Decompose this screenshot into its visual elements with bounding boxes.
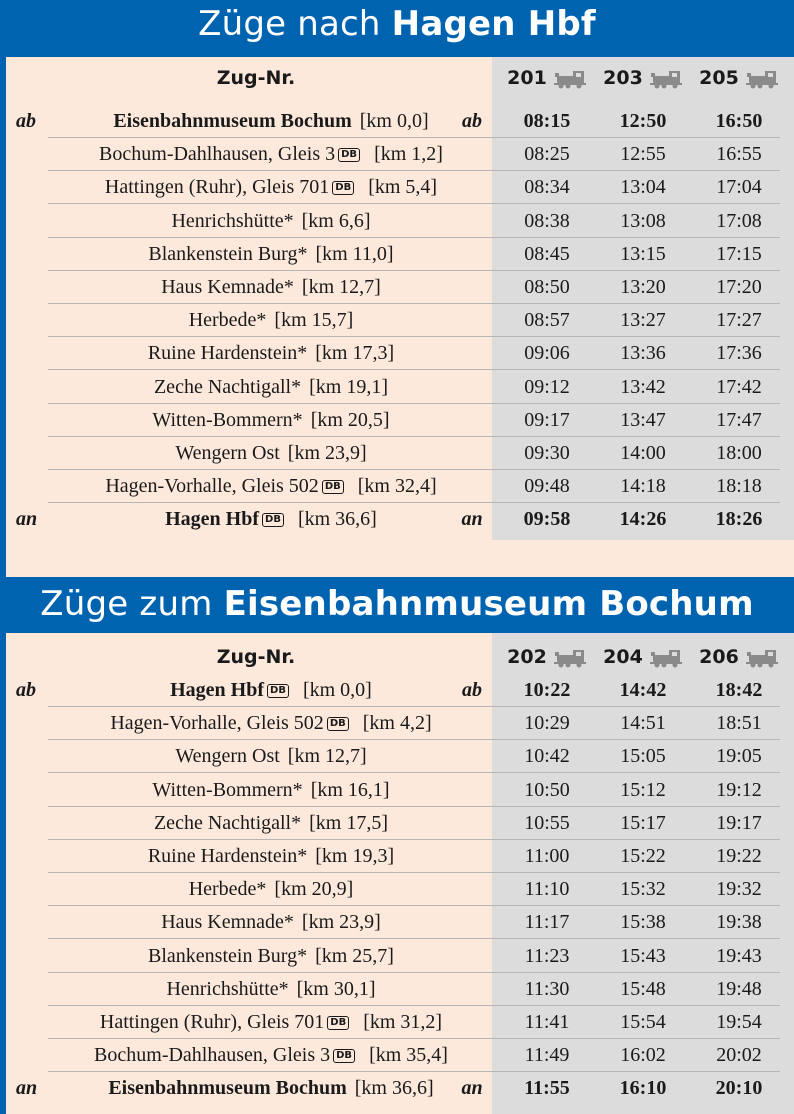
- time-cell: 08:50: [524, 276, 570, 298]
- time-cell: 10:55: [524, 811, 570, 834]
- departure-arrival-marker-right: an: [461, 1077, 483, 1100]
- time-cell: 13:04: [620, 176, 666, 199]
- departure-arrival-marker-left: [16, 337, 50, 370]
- departure-arrival-marker-left: [16, 873, 50, 906]
- table-row: [6, 674, 794, 707]
- time-cell: 11:23: [524, 944, 570, 967]
- station-cell: [46, 437, 496, 470]
- time-cell: 16:10: [619, 1077, 667, 1100]
- station-cell: [46, 1072, 496, 1105]
- station-km: [km 32,4]: [357, 475, 437, 498]
- station-km: [km 35,4]: [369, 1044, 448, 1067]
- station-km: [km 17,5]: [309, 811, 389, 834]
- time-cell: 19:54: [716, 1011, 762, 1033]
- departure-arrival-marker-right: [450, 470, 494, 503]
- table-row: [6, 807, 794, 840]
- departure-arrival-marker-right: [450, 404, 494, 437]
- departure-arrival-marker-left: [16, 740, 50, 773]
- departure-arrival-marker-left: [16, 840, 50, 873]
- time-cell: 17:47: [716, 408, 762, 431]
- time-cell: 17:27: [716, 309, 762, 332]
- time-cell: 08:57: [524, 309, 570, 332]
- time-cell: 12:55: [620, 143, 666, 166]
- time-cell: 17:04: [716, 176, 762, 199]
- steam-locomotive-icon: [745, 69, 779, 89]
- station-name: Witten-Bommern*: [152, 778, 303, 801]
- time-cell: 19:48: [716, 977, 762, 1000]
- db-logo-icon: DB: [333, 1049, 355, 1063]
- time-cell: 11:49: [524, 1044, 570, 1067]
- station-cell: [46, 404, 496, 437]
- time-cell: 15:38: [620, 911, 666, 934]
- station-cell: [46, 503, 496, 536]
- table-row: [6, 906, 794, 939]
- station-km: [km 4,2]: [362, 712, 432, 735]
- station-name: Eisenbahnmuseum Bochum: [113, 110, 352, 132]
- db-logo-icon: DB: [332, 181, 354, 195]
- departure-arrival-marker-right: [450, 205, 494, 238]
- table-row: [6, 470, 794, 503]
- time-cell: 15:43: [620, 944, 666, 967]
- station-name: Haus Kemnade*: [161, 276, 294, 298]
- departure-arrival-marker-right: ab: [462, 110, 482, 132]
- departure-arrival-marker-right: [450, 906, 494, 939]
- departure-arrival-marker-left: [16, 304, 50, 337]
- steam-locomotive-icon: [745, 648, 779, 668]
- train-number: 202: [507, 646, 547, 668]
- time-cell: 10:42: [524, 745, 570, 768]
- time-cell: 11:30: [524, 977, 570, 1000]
- table-row: [6, 205, 794, 238]
- station-name: Blankenstein Burg*: [148, 944, 308, 967]
- db-logo-icon: DB: [262, 513, 284, 527]
- section-title-prefix: Züge zum: [40, 584, 224, 624]
- table-row: [6, 1039, 794, 1072]
- time-cell: 09:12: [524, 375, 570, 398]
- table-row: [6, 1072, 794, 1105]
- departure-arrival-marker-left: [16, 404, 50, 437]
- time-cell: 15:05: [620, 745, 666, 768]
- station-name: Eisenbahnmuseum Bochum: [108, 1077, 347, 1100]
- steam-locomotive-icon: [649, 648, 683, 668]
- station-cell: [46, 807, 496, 840]
- time-cell: 18:51: [716, 712, 762, 735]
- station-cell: [46, 105, 496, 138]
- header-row: [6, 62, 794, 95]
- departure-arrival-marker-right: ab: [462, 679, 482, 701]
- station-name: Zeche Nachtigall*: [153, 811, 302, 834]
- time-cell: 14:26: [619, 508, 667, 531]
- time-cell: 13:42: [620, 375, 666, 398]
- station-name: Hattingen (Ruhr), Gleis 701: [99, 1011, 325, 1033]
- departure-arrival-marker-left: ab: [16, 679, 36, 701]
- departure-arrival-marker-right: [450, 707, 494, 740]
- station-km: [km 1,2]: [374, 143, 443, 166]
- station-km: [km 0,0]: [359, 110, 429, 132]
- station-name: Hagen Hbf: [170, 679, 265, 701]
- time-cell: 13:08: [620, 209, 666, 232]
- time-cell: 11:17: [524, 911, 570, 934]
- departure-arrival-marker-left: [16, 238, 50, 271]
- station-cell: [46, 337, 496, 370]
- departure-arrival-marker-right: [450, 138, 494, 171]
- time-cell: 19:05: [716, 745, 762, 768]
- station-cell: [46, 906, 496, 939]
- station-cell: [46, 940, 496, 973]
- station-cell: [46, 674, 496, 707]
- departure-arrival-marker-right: [450, 973, 494, 1006]
- departure-arrival-marker-left: [16, 906, 50, 939]
- departure-arrival-marker-left: [16, 138, 50, 171]
- station-km: [km 19,3]: [315, 845, 395, 867]
- time-cell: 09:06: [524, 342, 570, 365]
- time-cell: 11:00: [524, 845, 570, 867]
- station-name: Bochum-Dahlhausen, Gleis 3: [99, 143, 336, 166]
- departure-arrival-marker-right: [450, 371, 494, 404]
- station-km: [km 0,0]: [302, 679, 372, 701]
- departure-arrival-marker-left: [16, 1006, 50, 1039]
- departure-arrival-marker-left: [16, 973, 50, 1006]
- time-cell: 19:17: [716, 811, 762, 834]
- table-row: [6, 707, 794, 740]
- train-number-cell: [694, 641, 784, 674]
- section-title-destination: Hagen Hbf: [391, 4, 596, 44]
- time-cell: 15:48: [620, 977, 666, 1000]
- time-cell: 16:02: [620, 1044, 666, 1067]
- table-row: [6, 171, 794, 204]
- time-cell: 11:10: [524, 878, 570, 901]
- station-name: Herbede*: [188, 309, 267, 332]
- time-cell: 19:22: [716, 845, 762, 867]
- departure-arrival-marker-left: [16, 171, 50, 204]
- time-cell: 10:50: [524, 778, 570, 801]
- train-number: 205: [699, 67, 739, 89]
- time-cell: 14:18: [620, 475, 666, 498]
- section-title: [0, 580, 794, 628]
- station-km: [km 19,1]: [309, 375, 389, 398]
- time-cell: 09:48: [524, 475, 570, 498]
- station-name: Bochum-Dahlhausen, Gleis 3: [94, 1044, 331, 1067]
- departure-arrival-marker-right: [450, 171, 494, 204]
- time-cell: 09:30: [524, 442, 570, 464]
- timetable-panel: [6, 57, 794, 577]
- train-number-label: Zug-Nr.: [216, 67, 296, 89]
- station-cell: [46, 774, 496, 807]
- station-name: Herbede*: [188, 878, 267, 901]
- table-row: [6, 973, 794, 1006]
- table-row: [6, 873, 794, 906]
- time-cell: 15:12: [620, 778, 666, 801]
- departure-arrival-marker-right: [450, 1006, 494, 1039]
- time-cell: 18:00: [716, 442, 762, 464]
- time-cell: 13:36: [620, 342, 666, 365]
- station-name: Hagen-Vorhalle, Gleis 502: [110, 712, 324, 735]
- time-cell: 13:15: [620, 242, 666, 265]
- table-row: [6, 138, 794, 171]
- departure-arrival-marker-left: [16, 271, 50, 304]
- station-name: Wengern Ost: [175, 442, 280, 464]
- timetable-panel: [6, 633, 794, 1114]
- header-row: [6, 641, 794, 674]
- db-logo-icon: DB: [327, 717, 349, 731]
- station-km: [km 12,7]: [287, 745, 367, 768]
- departure-arrival-marker-left: [16, 205, 50, 238]
- station-km: [km 20,5]: [310, 408, 390, 431]
- departure-arrival-marker-right: an: [461, 508, 483, 531]
- table-row: [6, 1006, 794, 1039]
- departure-arrival-marker-right: [450, 774, 494, 807]
- time-cell: 13:47: [620, 408, 666, 431]
- table-row: [6, 337, 794, 370]
- time-cell: 08:15: [523, 110, 571, 132]
- time-cell: 18:18: [716, 475, 762, 498]
- station-cell: [46, 371, 496, 404]
- departure-arrival-marker-left: an: [16, 1077, 38, 1100]
- departure-arrival-marker-left: [16, 1039, 50, 1072]
- time-cell: 08:25: [524, 143, 570, 166]
- departure-arrival-marker-right: [450, 807, 494, 840]
- time-cell: 17:36: [716, 342, 762, 365]
- time-cell: 15:54: [620, 1011, 666, 1033]
- train-number: 206: [699, 646, 739, 668]
- steam-locomotive-icon: [649, 69, 683, 89]
- departure-arrival-marker-left: [16, 470, 50, 503]
- station-cell: [46, 304, 496, 337]
- station-km: [km 31,2]: [363, 1011, 443, 1033]
- station-km: [km 11,0]: [315, 242, 394, 265]
- station-km: [km 23,9]: [301, 911, 381, 934]
- station-name: Henrichshütte*: [171, 209, 294, 232]
- table-row: [6, 238, 794, 271]
- time-cell: 11:41: [524, 1011, 570, 1033]
- station-km: [km 36,6]: [354, 1077, 434, 1100]
- time-cell: 15:32: [620, 878, 666, 901]
- time-cell: 17:20: [716, 276, 762, 298]
- time-cell: 13:20: [620, 276, 666, 298]
- table-row: [6, 437, 794, 470]
- station-km: [km 17,3]: [315, 342, 395, 365]
- db-logo-icon: DB: [267, 684, 289, 698]
- station-cell: [46, 973, 496, 1006]
- station-km: [km 36,6]: [297, 508, 377, 531]
- station-km: [km 23,9]: [287, 442, 367, 464]
- time-cell: 19:38: [716, 911, 762, 934]
- station-name: Wengern Ost: [175, 745, 280, 768]
- station-km: [km 15,7]: [274, 309, 354, 332]
- time-cell: 13:27: [620, 309, 666, 332]
- train-number-cell: [694, 62, 784, 95]
- station-km: [km 12,7]: [301, 276, 381, 298]
- departure-arrival-marker-left: an: [16, 508, 38, 531]
- station-name: Hagen Hbf: [165, 508, 260, 531]
- time-cell: 08:34: [524, 176, 570, 199]
- section-title-prefix: Züge nach: [198, 4, 392, 44]
- departure-arrival-marker-right: [450, 1039, 494, 1072]
- time-cell: 18:42: [715, 679, 763, 701]
- station-name: Ruine Hardenstein*: [147, 845, 308, 867]
- time-cell: 15:17: [620, 811, 666, 834]
- time-cell: 18:26: [715, 508, 763, 531]
- station-cell: [46, 873, 496, 906]
- station-name: Blankenstein Burg*: [148, 242, 308, 265]
- table-row: [6, 371, 794, 404]
- time-cell: 08:45: [524, 242, 570, 265]
- station-cell: [46, 238, 496, 271]
- time-cell: 19:12: [716, 778, 762, 801]
- time-cell: 20:10: [715, 1077, 763, 1100]
- departure-arrival-marker-left: ab: [16, 110, 36, 132]
- steam-locomotive-icon: [553, 69, 587, 89]
- table-row: [6, 105, 794, 138]
- station-name: Henrichshütte*: [166, 977, 289, 1000]
- station-km: [km 25,7]: [315, 944, 394, 967]
- station-name: Witten-Bommern*: [152, 408, 303, 431]
- table-row: [6, 940, 794, 973]
- departure-arrival-marker-left: [16, 371, 50, 404]
- train-number: 201: [507, 67, 547, 89]
- table-row: [6, 503, 794, 536]
- time-cell: 14:00: [620, 442, 666, 464]
- station-cell: [46, 171, 496, 204]
- station-name: Hagen-Vorhalle, Gleis 502: [105, 475, 319, 498]
- station-cell: [46, 138, 496, 171]
- departure-arrival-marker-right: [450, 940, 494, 973]
- station-cell: [46, 470, 496, 503]
- time-cell: 12:50: [619, 110, 667, 132]
- table-row: [6, 271, 794, 304]
- train-number: 204: [603, 646, 643, 668]
- departure-arrival-marker-left: [16, 437, 50, 470]
- departure-arrival-marker-right: [450, 740, 494, 773]
- station-cell: [46, 840, 496, 873]
- departure-arrival-marker-left: [16, 774, 50, 807]
- departure-arrival-marker-right: [450, 271, 494, 304]
- departure-arrival-marker-right: [450, 238, 494, 271]
- section-title-destination: Eisenbahnmuseum Bochum: [223, 584, 754, 624]
- station-cell: [46, 1039, 496, 1072]
- station-km: [km 5,4]: [368, 176, 438, 199]
- station-cell: [46, 707, 496, 740]
- section-title: [0, 0, 794, 48]
- train-number-cell: [598, 62, 688, 95]
- station-km: [km 20,9]: [274, 878, 354, 901]
- table-row: [6, 740, 794, 773]
- station-cell: [46, 1006, 496, 1039]
- station-cell: [46, 740, 496, 773]
- departure-arrival-marker-left: [16, 940, 50, 973]
- train-number: 203: [603, 67, 643, 89]
- departure-arrival-marker-right: [450, 873, 494, 906]
- train-number-cell: [502, 62, 592, 95]
- time-cell: 08:38: [524, 209, 570, 232]
- train-number-cell: [598, 641, 688, 674]
- time-cell: 14:42: [619, 679, 667, 701]
- station-name: Hattingen (Ruhr), Gleis 701: [104, 176, 330, 199]
- table-row: [6, 840, 794, 873]
- train-number-cell: [502, 641, 592, 674]
- time-cell: 16:55: [716, 143, 762, 166]
- time-cell: 19:43: [716, 944, 762, 967]
- station-name: Haus Kemnade*: [161, 911, 294, 934]
- time-cell: 10:29: [524, 712, 570, 735]
- station-name: Zeche Nachtigall*: [153, 375, 302, 398]
- time-cell: 09:58: [523, 508, 571, 531]
- db-logo-icon: DB: [327, 1016, 349, 1030]
- station-km: [km 16,1]: [310, 778, 390, 801]
- table-row: [6, 774, 794, 807]
- time-cell: 17:42: [716, 375, 762, 398]
- time-cell: 11:55: [524, 1077, 570, 1100]
- time-cell: 10:22: [523, 679, 571, 701]
- steam-locomotive-icon: [553, 648, 587, 668]
- departure-arrival-marker-right: [450, 304, 494, 337]
- departure-arrival-marker-left: [16, 807, 50, 840]
- table-row: [6, 304, 794, 337]
- db-logo-icon: DB: [322, 480, 344, 494]
- departure-arrival-marker-right: [450, 337, 494, 370]
- time-cell: 17:15: [716, 242, 762, 265]
- time-cell: 19:32: [716, 878, 762, 901]
- time-cell: 16:50: [715, 110, 763, 132]
- train-number-label: Zug-Nr.: [216, 646, 296, 668]
- station-km: [km 30,1]: [296, 977, 376, 1000]
- time-cell: 14:51: [620, 712, 666, 735]
- time-cell: 17:08: [716, 209, 762, 232]
- station-cell: [46, 271, 496, 304]
- station-cell: [46, 205, 496, 238]
- departure-arrival-marker-right: [450, 437, 494, 470]
- table-row: [6, 404, 794, 437]
- time-cell: 09:17: [524, 408, 570, 431]
- departure-arrival-marker-left: [16, 707, 50, 740]
- station-km: [km 6,6]: [301, 209, 371, 232]
- departure-arrival-marker-right: [450, 840, 494, 873]
- time-cell: 15:22: [620, 845, 666, 867]
- db-logo-icon: DB: [338, 148, 360, 162]
- station-name: Ruine Hardenstein*: [147, 342, 308, 365]
- time-cell: 20:02: [716, 1044, 762, 1067]
